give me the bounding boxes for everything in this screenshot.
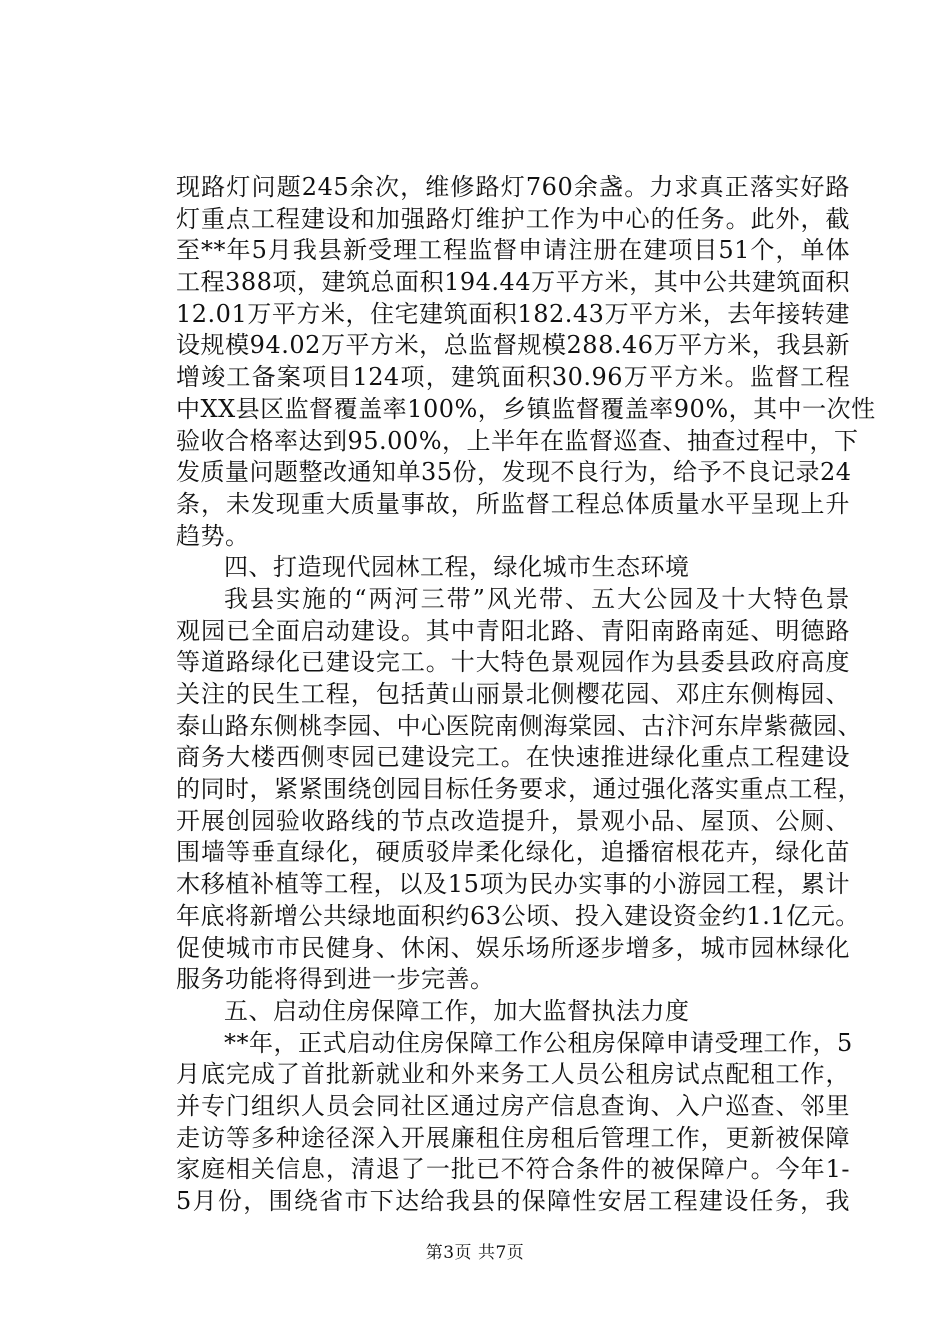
text-line: 泰山路东侧桃李园、中心医院南侧海棠园、古汴河东岸紫薇园、 [176,711,862,740]
text-line: 设规模94.02万平方米，总监督规模288.46万平方米，我县新 [176,331,850,360]
text-line: 家庭相关信息，清退了一批已不符合条件的被保障户。今年1- [176,1155,850,1184]
text-line: 年底将新增公共绿地面积约63公顷、投入建设资金约1.1亿元。 [176,901,860,930]
text-line: 商务大楼西侧枣园已建设完工。在快速推进绿化重点工程建设 [176,743,850,772]
text-line: 关注的民生工程，包括黄山丽景北侧樱花园、邓庄东侧梅园、 [176,680,850,708]
page-number: 第3页 共7页 [425,1243,525,1263]
text-line: 增竣工备案项目124项，建筑面积30.96万平方米。监督工程 [176,363,850,392]
section-heading: 五、启动住房保障工作，加大监督执法力度 [224,996,690,1025]
text-line: 发质量问题整改通知单35份，发现不良行为，给予不良记录24 [176,458,852,487]
text-line: 条，未发现重大质量事故，所监督工程总体质量水平呈现上升 [176,489,850,518]
text-line: 月底完成了首批新就业和外来务工人员公租房试点配租工作， [176,1060,850,1089]
text-line: 我县实施的“两河三带”风光带、五大公园及十大特色景 [224,584,850,613]
text-line: 现路灯问题245余次，维修路灯760余盏。力求真正落实好路 [176,173,850,201]
text-line: 观园已全面启动建设。其中青阳北路、青阳南路南延、明德路 [176,616,850,645]
text-line: 促使城市市民健身、休闲、娱乐场所逐步增多，城市园林绿化 [176,933,850,962]
text-line: 灯重点工程建设和加强路灯维护工作为中心的任务。此外，截 [176,204,850,233]
text-line: 木移植补植等工程，以及15项为民办实事的小游园工程，累计 [176,870,850,899]
text-line: 验收合格率达到95.00%，上半年在监督巡查、抽查过程中，下 [176,426,859,455]
text-line: **年，正式启动住房保障工作公租房保障申请受理工作，5 [224,1028,853,1057]
text-line: 服务功能将得到进一步完善。 [176,965,495,994]
text-line: 等道路绿化已建设完工。十大特色景观园作为县委县政府高度 [176,648,850,677]
text-line: 12.01万平方米，住宅建筑面积182.43万平方米，去年接转建 [176,299,850,328]
text-line: 5月份，围绕省市下达给我县的保障性安居工程建设任务，我 [176,1187,850,1215]
text-line: 的同时，紧紧围绕创园目标任务要求，通过强化落实重点工程， [176,775,862,804]
text-line: 趋势。 [176,521,250,550]
section-heading: 四、打造现代园林工程，绿化城市生态环境 [224,553,690,582]
text-line: 中XX县区监督覆盖率100%，乡镇监督覆盖率90%，其中一次性 [176,394,876,423]
text-line: 工程388项，建筑总面积194.44万平方米，其中公共建筑面积 [176,268,850,297]
text-line: 并专门组织人员会同社区通过房产信息查询、入户巡查、邻里 [176,1091,850,1120]
text-line: 围墙等垂直绿化，硬质驳岸柔化绿化，追播宿根花卉，绿化苗 [176,838,850,867]
text-line: 开展创园验收路线的节点改造提升，景观小品、屋顶、公厕、 [176,806,850,835]
body-text [176,172,876,1218]
text-line: 至**年5月我县新受理工程监督申请注册在建项目51个，单体 [176,236,850,265]
text-line: 走访等多种途径深入开展廉租住房租后管理工作，更新被保障 [176,1123,850,1152]
